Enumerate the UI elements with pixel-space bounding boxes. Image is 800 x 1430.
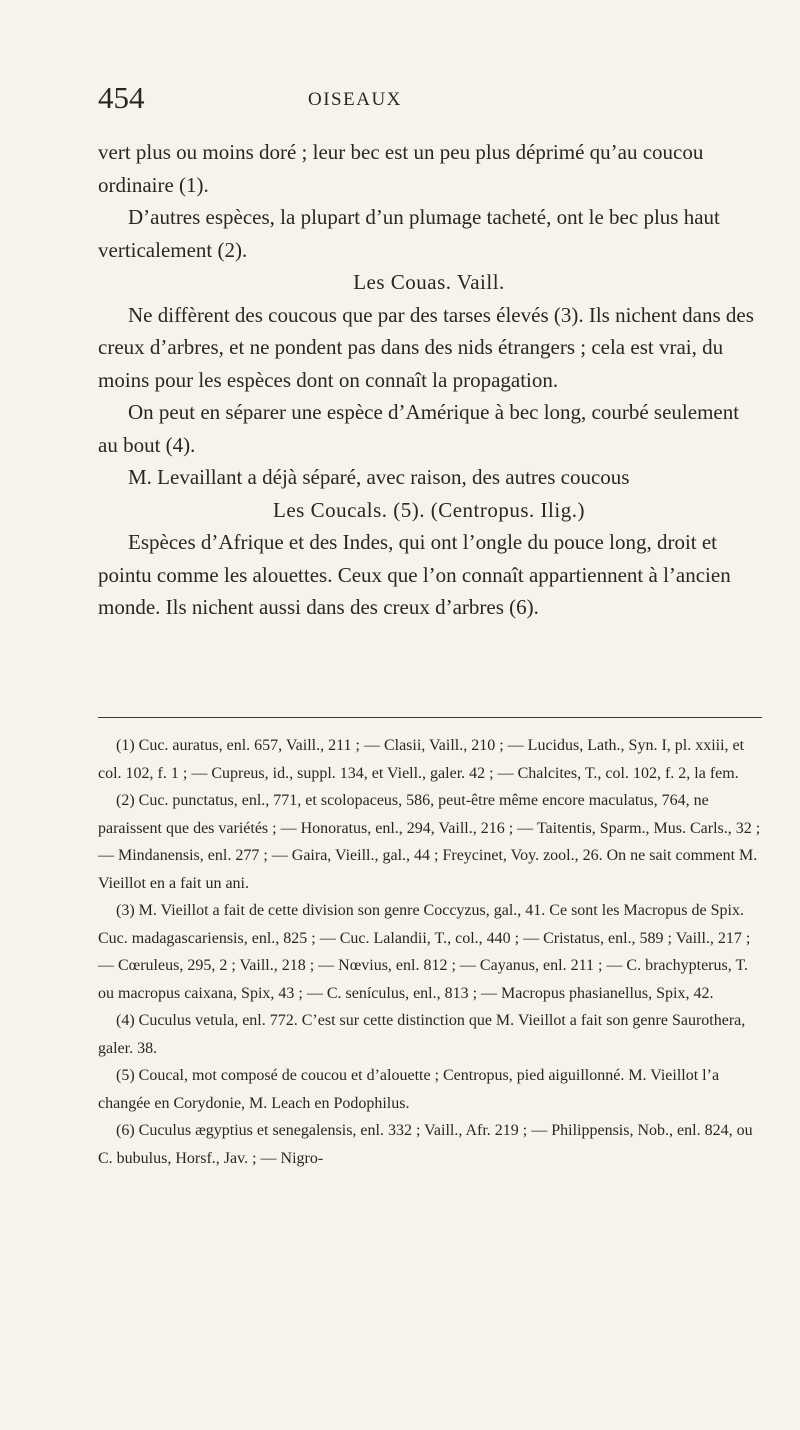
section-heading-coucals: Les Coucals. (5). (Centropus. Ilig.) bbox=[273, 497, 585, 522]
paragraph-continuation: vert plus ou moins doré ; leur bec est un peu plus déprimé qu’au coucou ordinaire (1). bbox=[98, 140, 704, 197]
footnote-2: (2) Cuc. punctatus, enl., 771, et scolopaceus, 586, peut-être même encore maculatus, 764, ne paraissent que des variétés ; — Honoratus, enl., 294, Vaill., 216 ; — Taitentis, Sparm., Mus. Carls., 32 ; — Mindanensis, enl. 277 ; — Gaira, Vieill., gal., 44 ; Freycinet, Voy. zool., 26. On ne sait comment M. Vieillot en a fait un ani. bbox=[98, 792, 761, 892]
paragraph: Ne diffèrent des coucous que par des tarses élevés (3). Ils nichent dans des creux d’arbres, et ne pondent pas dans des nids étrangers ; cela est vrai, du moins pour les espèces dont on connaît la propagation. bbox=[98, 302, 754, 392]
footnote-6: (6) Cuculus ægyptius et senegalensis, enl. 332 ; Vaill., Afr. 219 ; — Philippensis, Nob., enl. 824, ou C. bubulus, Horsf., Jav. ; — Nigro- bbox=[98, 1122, 753, 1167]
footnote-1: (1) Cuc. auratus, enl. 657, Vaill., 211 ; — Clasii, Vaill., 210 ; — Lucidus, Lath., Syn. I, pl. xxiii, et col. 102, f. 1 ; — Cupreus, id., suppl. 134, et Viell., galer. 42 ; — Chalcites, T., col. 102, f. 2, la fem. bbox=[98, 737, 745, 782]
running-title: OISEAUX bbox=[308, 89, 402, 110]
paragraph: Espèces d’Afrique et des Indes, qui ont l’ongle du pouce long, droit et pointu comme les alouettes. Ceux que l’on connaît appartiennent à l’ancien monde. Ils nichent aussi dans des creux d’arbres (6). bbox=[98, 530, 731, 619]
page-header bbox=[98, 80, 738, 120]
footnote-4: (4) Cuculus vetula, enl. 772. C’est sur cette distinction que M. Vieillot a fait son genre Saurothera, galer. 38. bbox=[98, 1012, 746, 1057]
footnote-3: (3) M. Vieillot a fait de cette division son genre Coccyzus, gal., 41. Ce sont les Macropus de Spix. Cuc. madagascariensis, enl., 825 ; — Cuc. Lalandii, T., col., 440 ; — Cristatus, enl., 589 ; Vaill., 217 ; — Cœruleus, 295, 2 ; Vaill., 218 ; — Nœvius, enl. 812 ; — Cayanus, enl. 211 ; — C. brachypterus, T. ou macropus caixana, Spix, 43 ; — C. senículus, enl., 813 ; — Macropus phasianellus, Spix, 42. bbox=[98, 902, 751, 1002]
footnotes bbox=[98, 732, 762, 1172]
section-heading-couas: Les Couas. Vaill. bbox=[353, 270, 505, 294]
paragraph: D’autres espèces, la plupart d’un plumage tacheté, ont le bec plus haut verticalement (2). bbox=[98, 205, 720, 262]
paragraph: On peut en séparer une espèce d’Amérique à bec long, courbé seulement au bout (4). bbox=[98, 400, 740, 457]
page-number: 454 bbox=[98, 80, 145, 115]
main-text bbox=[98, 136, 760, 624]
footnote-divider bbox=[98, 717, 762, 718]
paragraph: M. Levaillant a déjà séparé, avec raison, des autres coucous bbox=[128, 465, 630, 489]
footnote-5: (5) Coucal, mot composé de coucou et d’alouette ; Centropus, pied aiguillonné. M. Vieillot l’a changée en Corydonie, M. Leach en Podophilus. bbox=[98, 1067, 720, 1112]
